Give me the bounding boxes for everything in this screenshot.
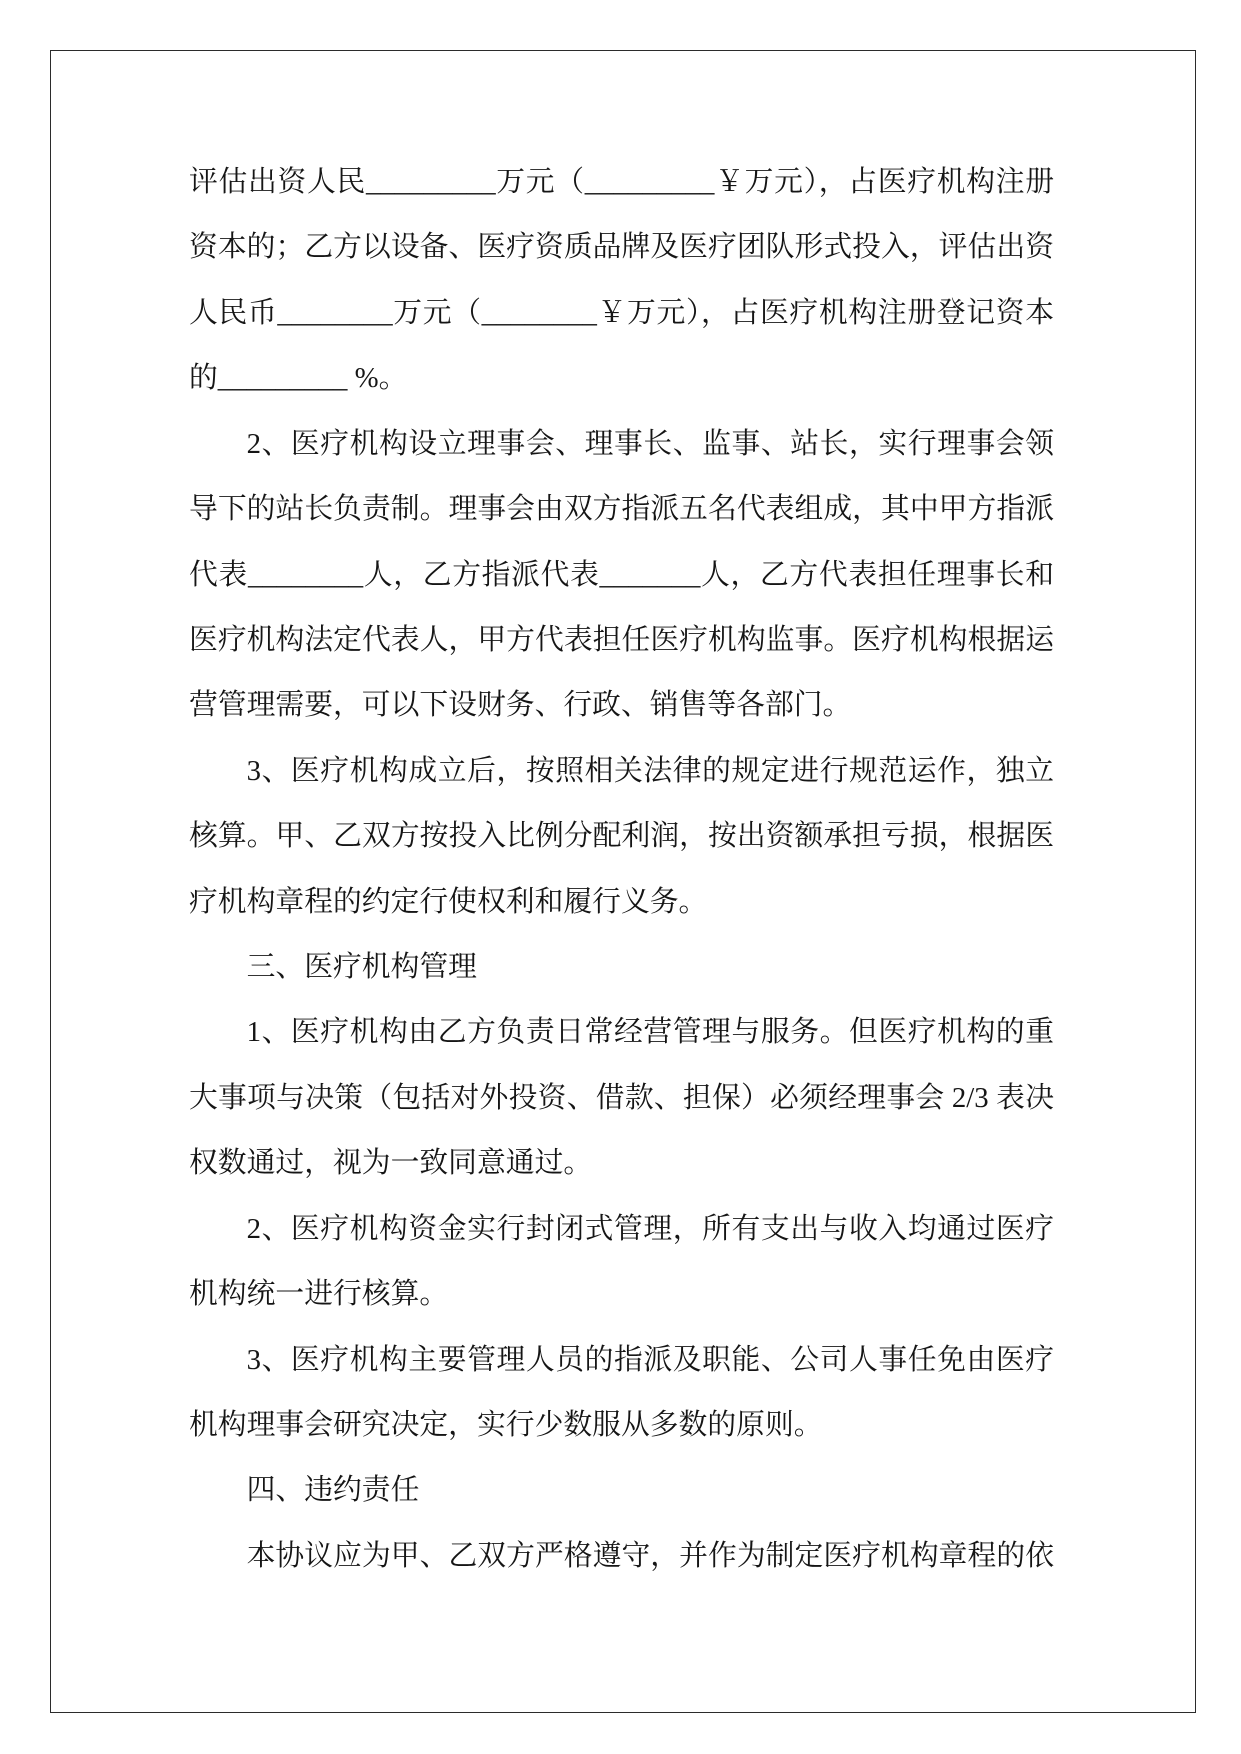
text-line: 1、医疗机构由乙方负责日常经营管理与服务。但医疗机构的重 (246, 1016, 1054, 1049)
section-3-paragraph-item-2 (189, 1197, 1054, 1328)
text-line: 本协议应为甲、乙双方严格遵守，并作为制定医疗机构章程的依 (246, 1539, 1054, 1572)
text-line: 疗机构章程的约定行使权利和履行义务。 (189, 885, 708, 918)
text-line: 的_________ %。 (189, 362, 408, 395)
text-line: 大事项与决策（包括对外投资、借款、担保）必须经理事会 2/3 表决 (189, 1081, 1054, 1114)
text-line: 机构理事会研究决定，实行少数服从多数的原则。 (189, 1409, 823, 1442)
text-line: 核算。甲、乙双方按投入比例分配利润，按出资额承担亏损，根据医 (189, 820, 1054, 853)
paragraph-item-3 (189, 739, 1054, 935)
text-line: 医疗机构法定代表人，甲方代表担任医疗机构监事。医疗机构根据运 (189, 623, 1054, 656)
text-line: 2、医疗机构设立理事会、理事长、监事、站长，实行理事会领 (246, 427, 1054, 460)
text-line: 3、医疗机构成立后，按照相关法律的规定进行规范运作，独立 (246, 754, 1054, 787)
section-heading: 三、医疗机构管理 (246, 951, 477, 984)
text-line: 2、医疗机构资金实行封闭式管理，所有支出与收入均通过医疗 (246, 1212, 1054, 1245)
section-3-paragraph-item-3 (189, 1328, 1054, 1459)
section-3-paragraph-item-1 (189, 1000, 1054, 1196)
document-body (189, 150, 1054, 1589)
text-line: 代表________人，乙方指派代表_______人，乙方代表担任理事长和 (189, 558, 1054, 591)
text-line: 权数通过，视为一致同意通过。 (189, 1147, 593, 1180)
text-line: 机构统一进行核算。 (189, 1278, 449, 1311)
section-4-paragraph-1 (189, 1524, 1054, 1589)
paragraph-item-2 (189, 412, 1054, 739)
paragraph-continued (189, 150, 1054, 412)
text-line: 3、医疗机构主要管理人员的指派及职能、公司人事任免由医疗 (246, 1343, 1054, 1376)
text-line: 资本的；乙方以设备、医疗资质品牌及医疗团队形式投入，评估出资 (189, 231, 1054, 264)
section-heading: 四、违约责任 (246, 1474, 420, 1507)
text-line: 营管理需要，可以下设财务、行政、销售等各部门。 (189, 689, 852, 722)
text-line: 导下的站长负责制。理事会由双方指派五名代表组成，其中甲方指派 (189, 493, 1054, 526)
text-line: 评估出资人民_________万元（_________￥万元），占医疗机构注册 (189, 166, 1054, 198)
text-line: 人民币________万元（________￥万元），占医疗机构注册登记资本 (189, 296, 1054, 329)
